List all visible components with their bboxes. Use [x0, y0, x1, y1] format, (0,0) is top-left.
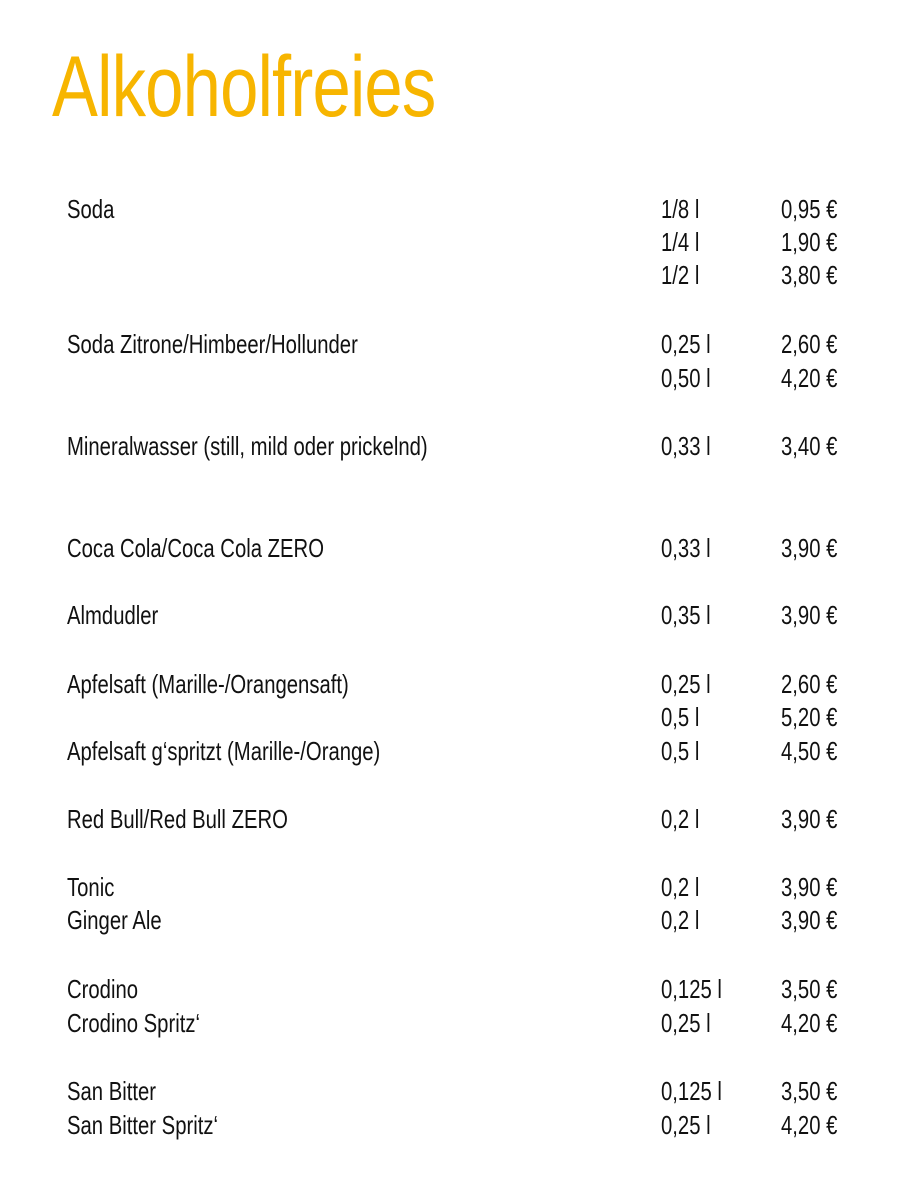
- item-volume: 0,2 l: [661, 804, 700, 834]
- item-volume: 0,25 l: [661, 1110, 711, 1140]
- item-volume: 0,5 l: [661, 736, 700, 766]
- item-name: Crodino Spritz‘: [67, 1008, 201, 1038]
- item-name: Ginger Ale: [67, 905, 162, 935]
- item-price: 4,20 €: [781, 363, 838, 393]
- item-name: Apfelsaft g‘spritzt (Marille-/Orange): [67, 736, 381, 766]
- menu-row: [0, 258, 914, 292]
- item-price: 3,50 €: [781, 1076, 838, 1106]
- item-price: 3,90 €: [781, 872, 838, 902]
- menu-row: [0, 903, 914, 937]
- item-name: San Bitter: [67, 1076, 157, 1106]
- item-name: Soda: [67, 194, 115, 224]
- item-name: Red Bull/Red Bull ZERO: [67, 804, 288, 834]
- menu-row: [0, 531, 914, 565]
- menu-row: [0, 429, 914, 463]
- item-name: Mineralwasser (still, mild oder prickelnd): [67, 431, 428, 461]
- menu-row: [0, 1074, 914, 1108]
- item-volume: 0,25 l: [661, 1008, 711, 1038]
- menu-row: [0, 361, 914, 395]
- item-name: San Bitter Spritz‘: [67, 1110, 219, 1140]
- item-price: 3,90 €: [781, 533, 838, 563]
- item-name: Tonic: [67, 872, 115, 902]
- item-volume: 0,25 l: [661, 329, 711, 359]
- item-price: 3,40 €: [781, 431, 838, 461]
- item-volume: 0,33 l: [661, 533, 711, 563]
- menu-row: [0, 802, 914, 836]
- item-volume: 0,2 l: [661, 905, 700, 935]
- item-name: Crodino: [67, 974, 139, 1004]
- item-price: 3,90 €: [781, 600, 838, 630]
- menu-row: [0, 192, 914, 226]
- item-name: Soda Zitrone/Himbeer/Hollunder: [67, 329, 358, 359]
- menu-row: [0, 225, 914, 259]
- item-volume: 0,125 l: [661, 974, 722, 1004]
- item-price: 3,50 €: [781, 974, 838, 1004]
- menu-row: [0, 734, 914, 768]
- menu-row: [0, 598, 914, 632]
- item-price: 3,90 €: [781, 804, 838, 834]
- item-volume: 0,35 l: [661, 600, 711, 630]
- menu-row: [0, 1006, 914, 1040]
- item-volume: 1/8 l: [661, 194, 700, 224]
- item-price: 2,60 €: [781, 669, 838, 699]
- item-volume: 0,25 l: [661, 669, 711, 699]
- item-volume: 1/2 l: [661, 260, 700, 290]
- item-price: 4,50 €: [781, 736, 838, 766]
- item-name: Coca Cola/Coca Cola ZERO: [67, 533, 324, 563]
- menu-row: [0, 327, 914, 361]
- menu-row: [0, 870, 914, 904]
- item-price: 4,20 €: [781, 1008, 838, 1038]
- item-price: 1,90 €: [781, 227, 838, 257]
- item-volume: 0,2 l: [661, 872, 700, 902]
- item-volume: 0,50 l: [661, 363, 711, 393]
- item-volume: 0,125 l: [661, 1076, 722, 1106]
- item-price: 2,60 €: [781, 329, 838, 359]
- menu-row: [0, 1108, 914, 1142]
- item-price: 4,20 €: [781, 1110, 838, 1140]
- item-volume: 0,33 l: [661, 431, 711, 461]
- menu-row: [0, 700, 914, 734]
- menu-title: Alkoholfreies: [52, 39, 436, 135]
- menu-row: [0, 972, 914, 1006]
- item-price: 3,80 €: [781, 260, 838, 290]
- item-volume: 1/4 l: [661, 227, 700, 257]
- item-name: Almdudler: [67, 600, 159, 630]
- item-price: 0,95 €: [781, 194, 838, 224]
- item-volume: 0,5 l: [661, 702, 700, 732]
- item-price: 3,90 €: [781, 905, 838, 935]
- item-name: Apfelsaft (Marille-/Orangensaft): [67, 669, 349, 699]
- menu-row: [0, 667, 914, 701]
- item-price: 5,20 €: [781, 702, 838, 732]
